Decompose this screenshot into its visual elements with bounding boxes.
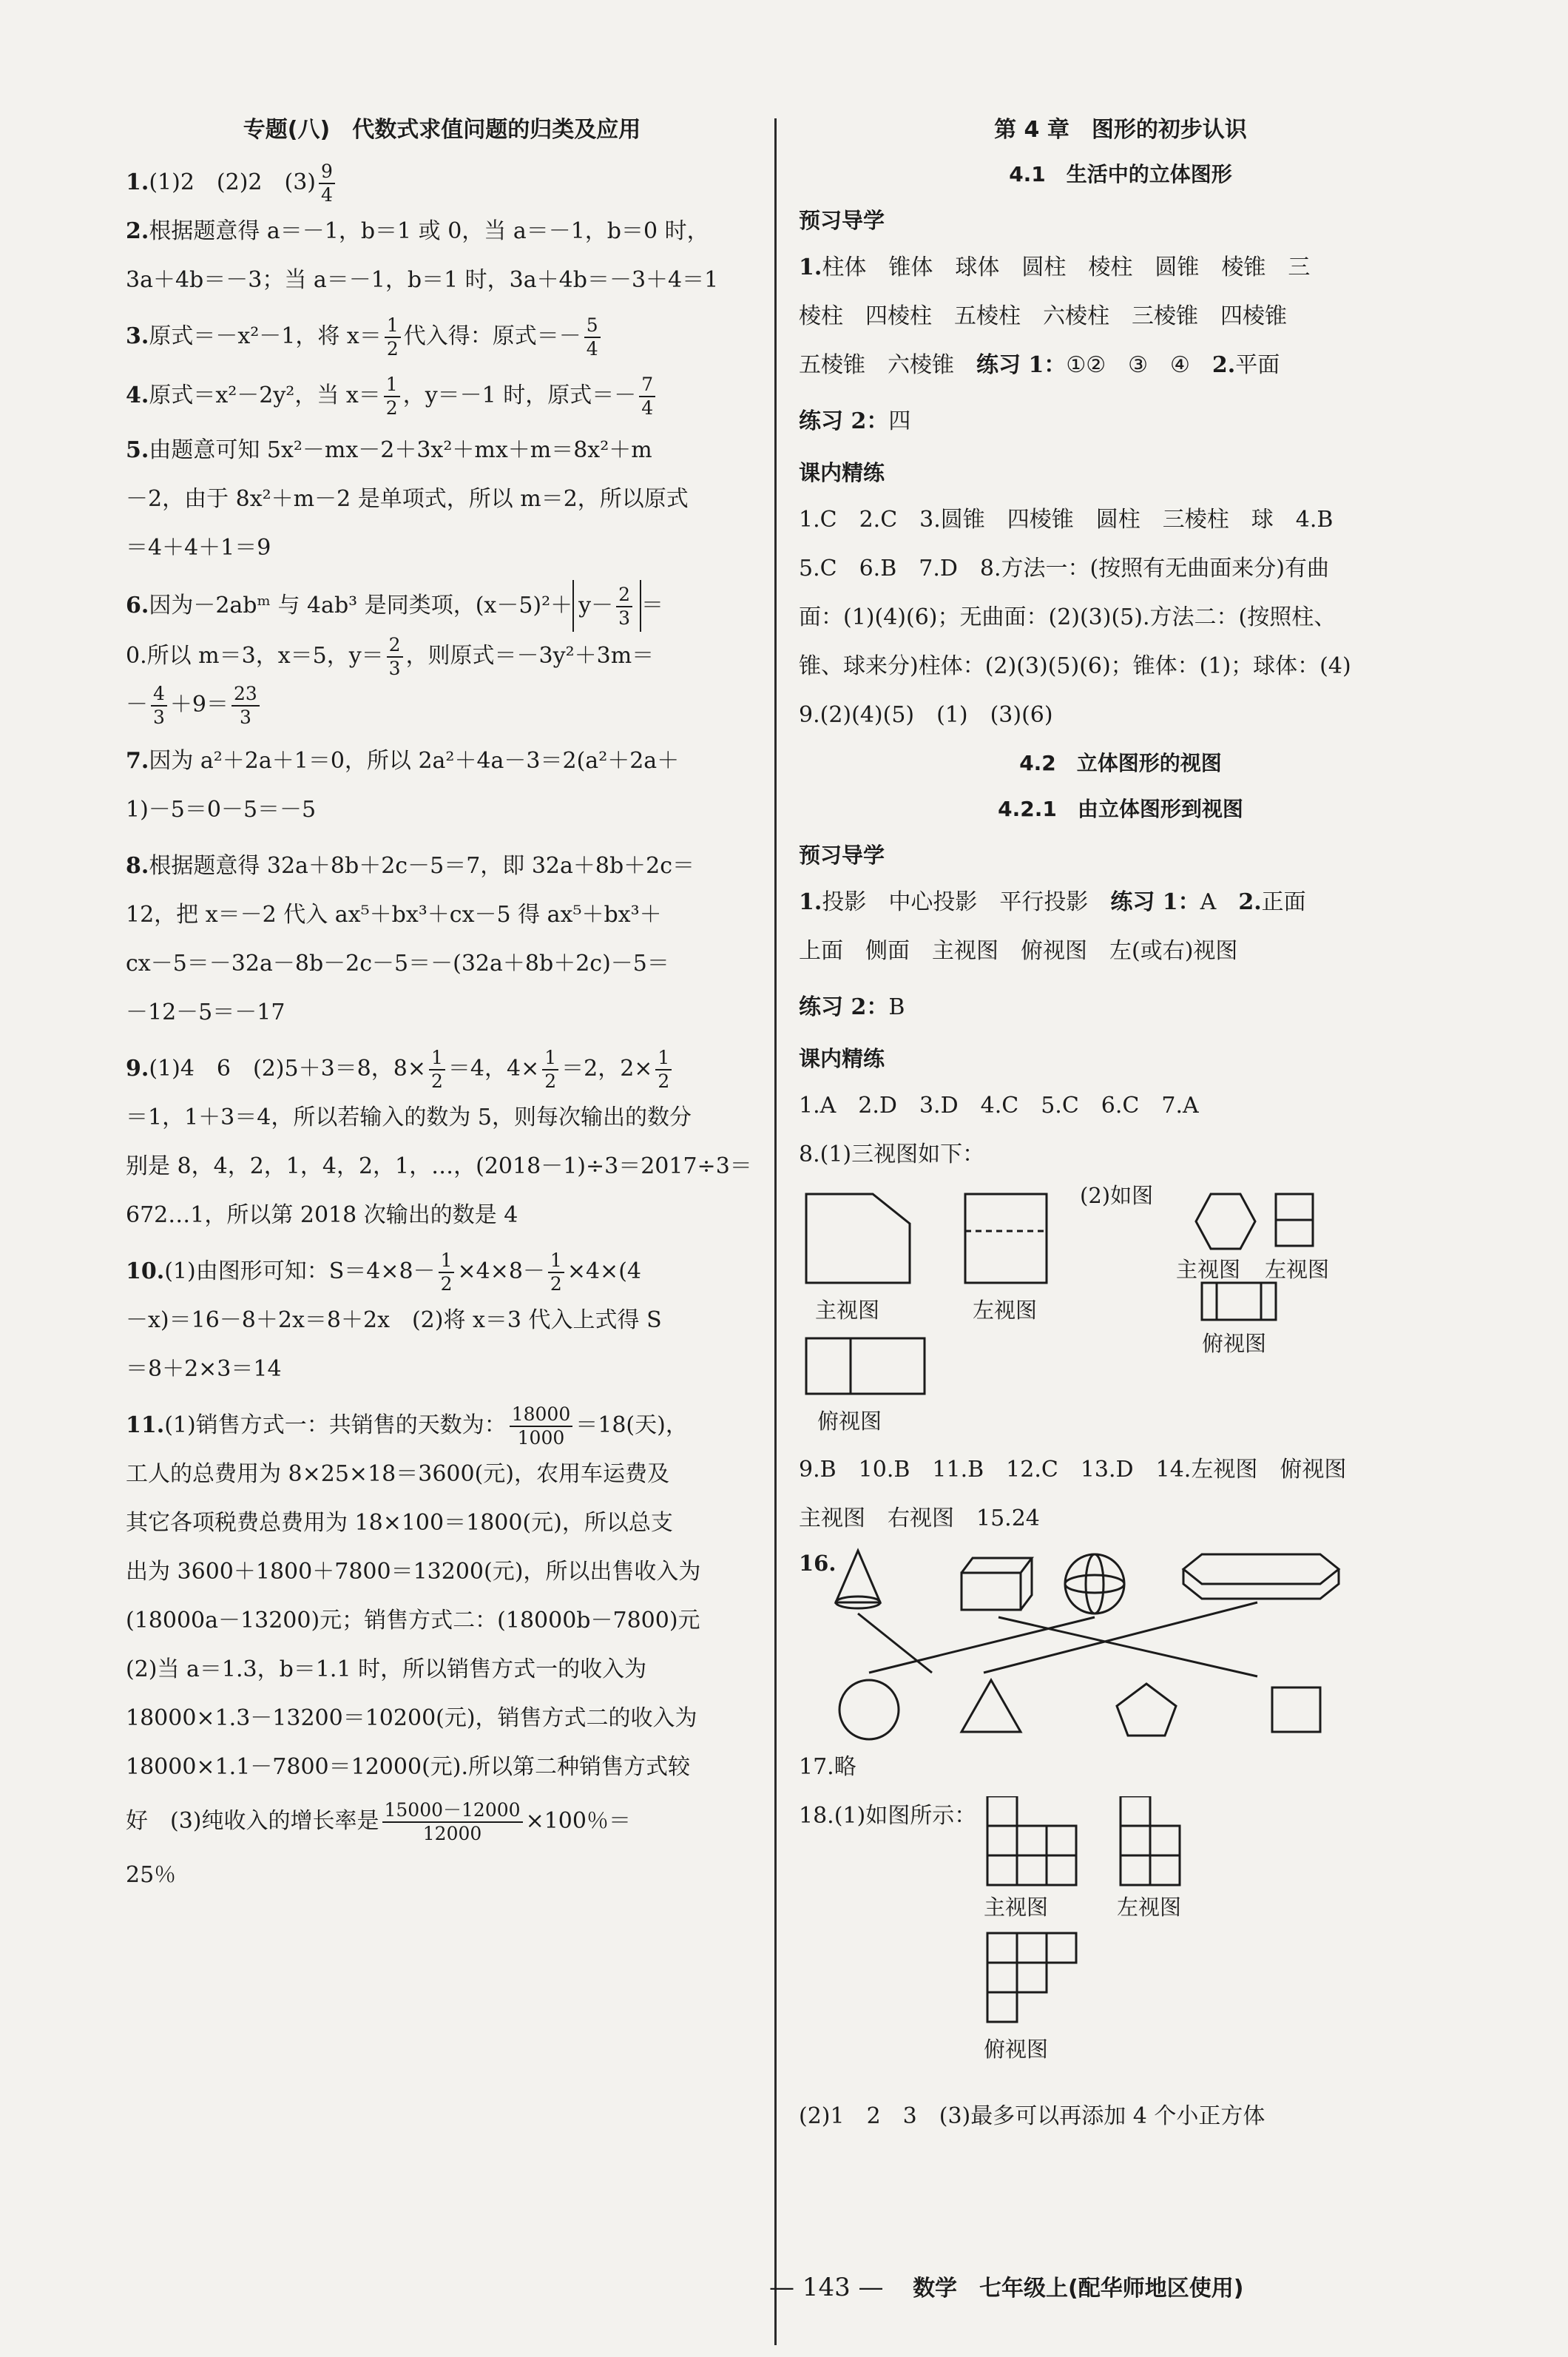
- q16-match-line-1: [858, 1614, 932, 1673]
- q18-figure: [799, 1796, 1442, 2092]
- preview-answers-1: 1.柱体 锥体 球体 圆柱 棱柱 圆锥 棱锥 三 棱柱 四棱柱 五棱柱 六棱柱 三棱锥 四棱锥 五棱锥 六棱锥 练习 1：①② ③ ④ 2.平面: [799, 254, 1311, 378]
- answer-18-intro: 18.(1)如图所示：: [799, 1803, 977, 1829]
- q16-cuboid-front: [962, 1573, 1021, 1610]
- topic-title: 专题(八) 代数式求值问题的归类及应用: [243, 117, 641, 143]
- q8-2-hexagon: [1196, 1194, 1255, 1249]
- q18-main-view: [987, 1796, 1076, 1885]
- section-4-2-1: 4.2.1 由立体图形到视图: [998, 797, 1243, 821]
- q16-sphere: [1065, 1554, 1124, 1614]
- q16-match-line-3: [869, 1617, 1095, 1673]
- q16-prism-top: [1183, 1554, 1339, 1584]
- q16-drawing: [799, 1543, 1442, 1743]
- q8-2-top-label: 俯视图: [1202, 1331, 1267, 1356]
- q16-cuboid-top: [962, 1558, 1032, 1573]
- exercise-2: 练习 2：四: [799, 408, 911, 434]
- q16-match-line-2: [998, 1617, 1257, 1676]
- answer-4: 4.原式＝x²－2y²，当 x＝ $\frac{1}{2}$ ，y＝－1 时，原式＝－ $\frac{7}{4}$: [126, 371, 758, 420]
- answer-17: 17.略: [799, 1754, 856, 1780]
- q16-triangle-view: [962, 1680, 1021, 1732]
- answer-9: 9.(1)4 6 (2)5＋3＝8，8× $\frac{1}{2}$ ＝4，4× $\frac{1}{2}$ ＝2，2× $\frac{1}{2}$ ＝1，1＋3＝4，所以若输入的数为 5，则每次输出的数分 别是 8，4，2，1，4，2，1，…，(2018－1)÷3＝2017÷3＝ 672…1，所以第 2018 次输出的数是 4: [126, 1047, 752, 1228]
- q8-left-view-shape: [965, 1194, 1047, 1283]
- page-footer: [769, 2270, 1420, 2302]
- q16-circle-view: [839, 1680, 899, 1739]
- q8-drawing: [799, 1179, 1442, 1446]
- q16-square-view: [1272, 1687, 1320, 1732]
- inclass-heading-1: 课内精练: [799, 460, 885, 485]
- q8-2-label: (2)如图: [1080, 1183, 1154, 1208]
- answer-18-b: (2)1 2 3 (3)最多可以再添加 4 个小正方体: [799, 2103, 1265, 2129]
- q8-main-view-label: 主视图: [815, 1298, 880, 1323]
- left-column: [126, 111, 758, 1907]
- q8-2-top-view: [1202, 1283, 1276, 1320]
- answer-10: 10.(1)由图形可知：S＝4×8－ $\frac{1}{2}$ ×4×8－ $\frac{1}{2}$ ×4×(4 －x)＝16－8＋2x＝8＋2x (2)将 x＝3 代入上式得 S ＝8＋2×3＝14: [126, 1250, 662, 1382]
- q18-left-label: 左视图: [1117, 1895, 1182, 1920]
- q8-figures: [799, 1179, 1442, 1446]
- q8-top-view-shape: [806, 1338, 925, 1394]
- q18-top-label: 俯视图: [984, 2037, 1049, 2062]
- q8-intro: 8.(1)三视图如下：: [799, 1142, 985, 1167]
- page-number: — 143 —: [769, 2273, 884, 2302]
- answer-6: 6.因为－2abᵐ 与 4ab³ 是同类项，(x－5)²＋ y－ $\frac{2}{3}$ ＝ 0.所以 m＝3，x＝5，y＝ $\frac{2}{3}$ ，则原式＝－3y²＋3m＝ － $\frac{4}{3}$ ＋9＝ $\frac{23}{3}$: [126, 580, 758, 729]
- right-column: [799, 111, 1442, 2141]
- preview-heading-2: 预习导学: [799, 843, 885, 868]
- footer-book-title: 数学 七年级上(配华师地区使用): [913, 2276, 1244, 2302]
- q8-2-left-label: 左视图: [1265, 1257, 1330, 1282]
- q8-main-view-shape: [806, 1194, 910, 1283]
- answer-5: 5.由题意可知 5x²－mx－2＋3x²＋mx＋m＝8x²＋m －2，由于 8x²＋m－2 是单项式，所以 m＝2，所以原式 ＝4＋4＋1＝9: [126, 437, 689, 561]
- q18-drawing: [799, 1796, 1442, 2092]
- answer-3: 3.原式＝－x²－1，将 x＝ $\frac{1}{2}$ 代入得：原式＝－ $\frac{5}{4}$: [126, 312, 758, 361]
- section-4-2: 4.2 立体图形的视图: [1019, 751, 1222, 775]
- q16-pentagon-view: [1117, 1684, 1176, 1736]
- inclass-answers-2a: 1.A 2.D 3.D 4.C 5.C 6.C 7.A: [799, 1093, 1199, 1119]
- answer-8: 8.根据题意得 32a＋8b＋2c－5＝7，即 32a＋8b＋2c＝ 12，把 x＝－2 代入 ax⁵＋bx³＋cx－5 得 ax⁵＋bx³＋ cx－5＝－32a－8b－2c－5＝－(32a＋8b＋2c)－5＝ －12－5＝－17: [126, 853, 695, 1025]
- answer-11: 11.(1)销售方式一：共销售的天数为： $\frac{18000}{1000}$ ＝18(天)， 工人的总费用为 8×25×18＝3600(元)，农用车运费及 其它各项税费总费用为 18×100＝1800(元)，所以总支 出为 3600＋1800＋7800＝13200(元)，所以出售收入为 (18000a－13200)元；销售方式二：(18000b－7800)元 (2)当 a＝1.3，b＝1.1 时，所以销售方式一的收入为 18000×1.3－13200＝10200(元)，销售方式二的收入为 18000×1.1－7800＝12000(元).所以第二种销售方式较 好 (3)纯收入的增长率是 $\frac{15000-12000}{12000}$ ×100％＝ 25％: [126, 1403, 701, 1888]
- inclass-answers-2c: 主视图 右视图 15.24: [799, 1505, 1040, 1531]
- q18-main-label: 主视图: [984, 1895, 1049, 1920]
- inclass-heading-2: 课内精练: [799, 1046, 885, 1071]
- q18-top-view: [987, 1933, 1076, 2022]
- q16-sphere-equator: [1065, 1575, 1124, 1593]
- q16-figure: [799, 1543, 1442, 1743]
- inclass-answers-2b: 9.B 10.B 11.B 12.C 13.D 14.左视图 俯视图: [799, 1457, 1347, 1483]
- exercise-2b: 练习 2：B: [799, 994, 905, 1020]
- inclass-answers-1: 1.C 2.C 3.圆锥 四棱锥 圆柱 三棱柱 球 4.B 5.C 6.B 7.D 8.方法一：(按照有无曲面来分)有曲 面：(1)(4)(6)；无曲面：(2)(3)(5).方法二：(按照柱、 锥、球来分)柱体：(2)(3)(5)(6)；锥体：(1)；球体：(4) 9.(2)(4)(5) (1) (3)(6): [799, 507, 1351, 728]
- q8-top-view-label: 俯视图: [817, 1409, 882, 1434]
- q16-match-line-4: [984, 1602, 1257, 1673]
- q8-2-main-label: 主视图: [1176, 1257, 1241, 1282]
- preview-heading-1: 预习导学: [799, 208, 885, 233]
- preview-answers-2: 1.投影 中心投影 平行投影 练习 1：A 2.正面 上面 侧面 主视图 俯视图 左(或右)视图: [799, 889, 1306, 964]
- q8-left-view-label: 左视图: [973, 1298, 1038, 1323]
- answer-7: 7.因为 a²＋2a＋1＝0，所以 2a²＋4a－3＝2(a²＋2a＋ 1)－5＝0－5＝－5: [126, 748, 680, 823]
- answer-1: 1.(1)2 (2)2 (3) $\frac{9}{4}$: [126, 158, 758, 207]
- q16-label: 16.: [799, 1551, 837, 1576]
- q16-sphere-meridian: [1086, 1554, 1104, 1614]
- q16-cone: [836, 1551, 880, 1602]
- section-4-1: 4.1 生活中的立体图形: [1009, 162, 1232, 186]
- column-divider: [774, 118, 777, 2345]
- q18-left-view: [1121, 1796, 1180, 1885]
- answer-2: 2.根据题意得 a＝－1，b＝1 或 0，当 a＝－1，b＝0 时， 3a＋4b＝－3；当 a＝－1，b＝1 时，3a＋4b＝－3＋4＝1: [126, 218, 719, 293]
- chapter-title: 第 4 章 图形的初步认识: [994, 117, 1247, 143]
